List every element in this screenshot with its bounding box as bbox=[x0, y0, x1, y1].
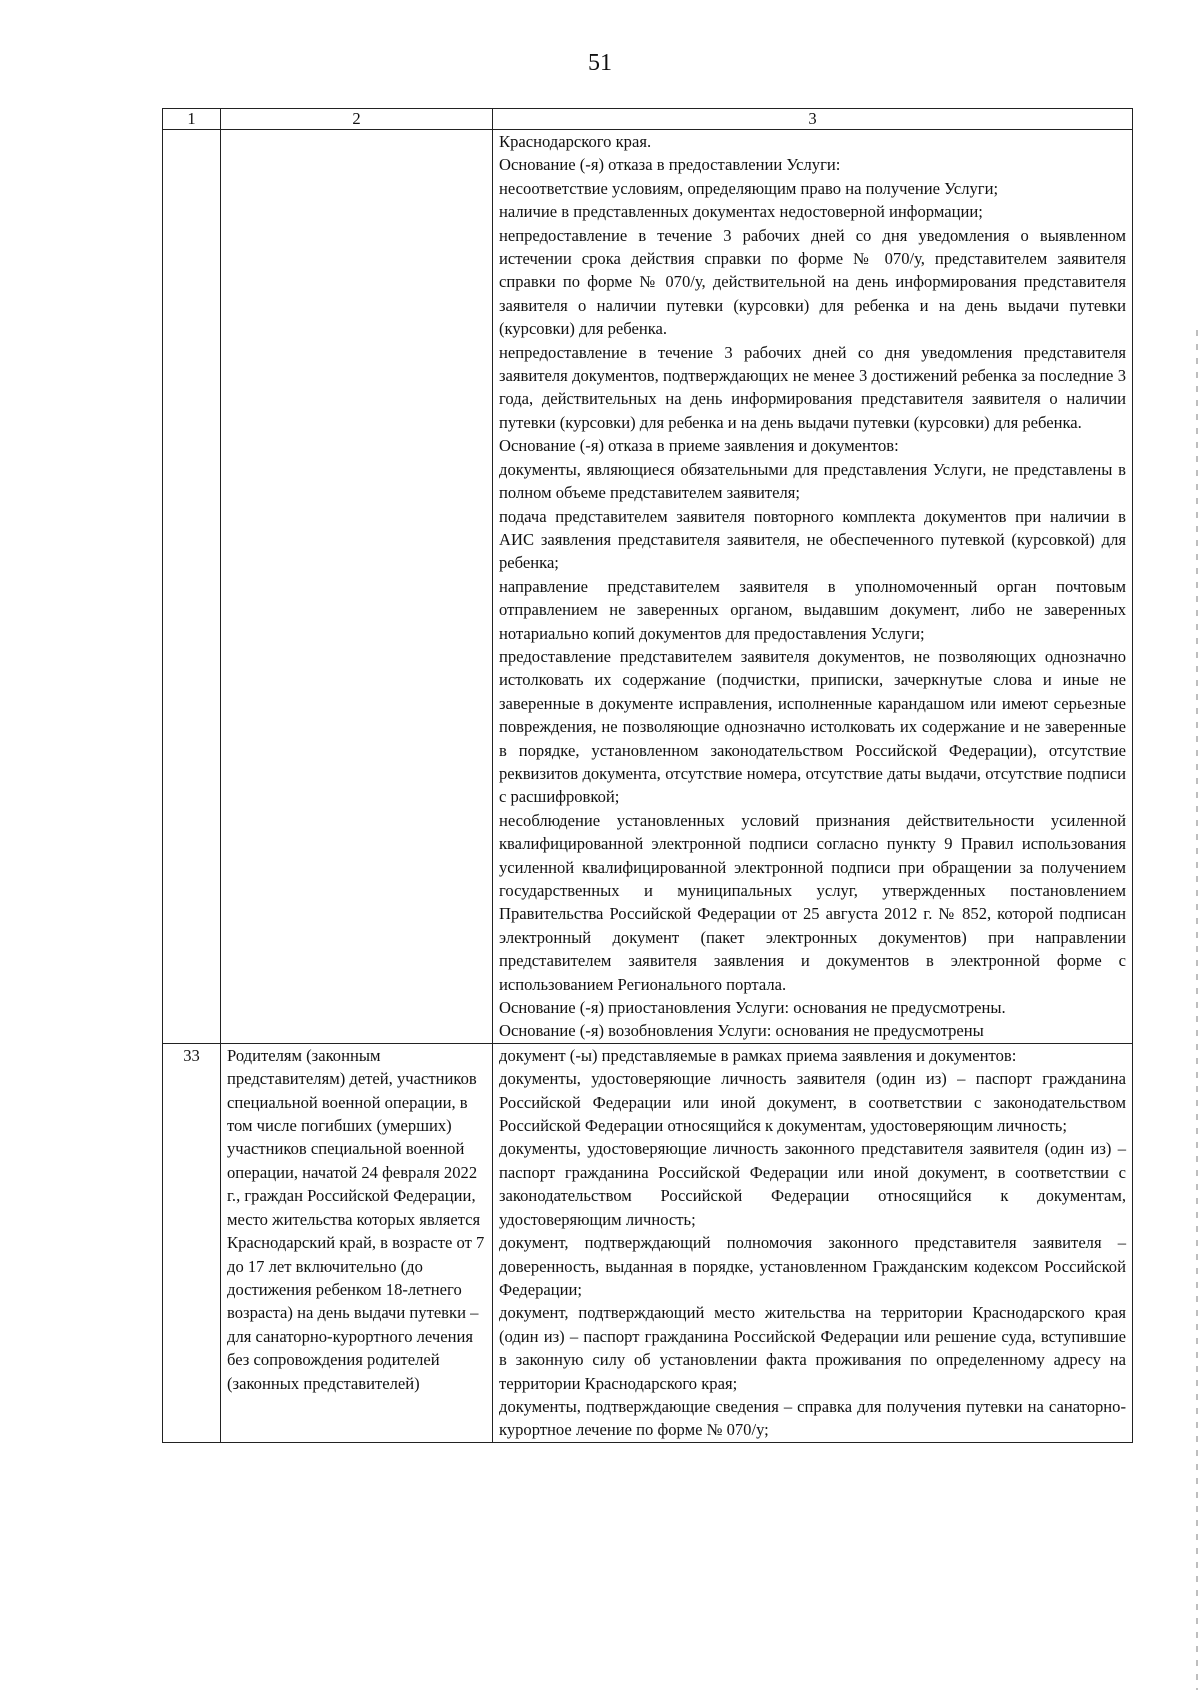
header-col-1: 1 bbox=[163, 109, 221, 130]
table-row-33 bbox=[163, 1043, 1133, 1442]
scan-edge-artifact bbox=[1196, 330, 1198, 1690]
content-line: непредоставление в течение 3 рабочих дней со дня уведомления о выявленном истечении срока действия справки по форме № 070/у, представителем заявителя справки по форме № 070/у, действительной на день информирования представителя заявителя о наличии путевки (курсовки) для ребенка и на день выдачи путевки (курсовки) для ребенка. bbox=[499, 225, 1126, 339]
page-number: 51 bbox=[588, 50, 612, 76]
table-row-continued bbox=[163, 130, 1133, 1044]
continued-number-cell bbox=[163, 130, 221, 1044]
continued-description-cell bbox=[221, 130, 493, 1044]
row-number: 33 bbox=[163, 1043, 221, 1442]
content-line: несоблюдение установленных условий признания действительности усиленной квалифицированной электронной подписи согласно пункту 9 Правил использования усиленной квалифицированной электронной подписи при обращении за получением государственных и муниципальных услуг, утвержденных постановлением Правительства Российской Федерации от 25 августа 2012 г. № 852, которой подписан электронный документ (пакет электронных документов) при направлении представителем заявителя заявления и документов в электронной форме с использованием Регионального портала. bbox=[499, 810, 1126, 994]
row-content-cell bbox=[493, 1043, 1133, 1442]
table-header-row bbox=[163, 109, 1133, 130]
content-line: документ, подтверждающий полномочия законного представителя заявителя – доверенность, выданная в порядке, установленном Гражданским кодексом Российской Федерации; bbox=[499, 1233, 1126, 1299]
content-line: Основание (-я) отказа в приеме заявления и документов: bbox=[499, 436, 899, 456]
content-line: документы, подтверждающие сведения – справка для получения путевки на санаторно-курортное лечение по форме № 070/у; bbox=[499, 1396, 1126, 1440]
content-line: документы, удостоверяющие личность законного представителя заявителя (один из) – паспорт гражданина Российской Федерации или иной документ, в соответствии с законодательством Российской Федерации относящийся к документам, удостоверяющим личность; bbox=[499, 1139, 1126, 1229]
content-line: несоответствие условиям, определяющим право на получение Услуги; bbox=[499, 178, 999, 198]
content-line: документ (-ы) представляемые в рамках приема заявления и документов: bbox=[499, 1045, 1017, 1065]
header-col-2: 2 bbox=[221, 109, 493, 130]
content-line: документ, подтверждающий место жительства на территории Краснодарского края (один из) – паспорт гражданина Российской Федерации или решение суда, вступившие в законную силу об установлении факта проживания по определенному адресу на территории Краснодарского края; bbox=[499, 1303, 1126, 1393]
services-table bbox=[162, 108, 1133, 1443]
row-description: Родителям (законным представителям) детей, участников специальной военной операции, в том числе погибших (умерших) участников специальной военной операции, начатой 24 февраля 2022 г., граждан Российской Федерации, место жительства которых является Краснодарский край, в возрасте от 7 до 17 лет включительно (до достижения ребенком 18-летнего возраста) на день выдачи путевки – для санаторно-курортного лечения без сопровождения родителей (законных представителей) bbox=[221, 1043, 493, 1442]
content-line: предоставление представителем заявителя документов, не позволяющих однозначно истолковать их содержание (подчистки, приписки, зачеркнутые слова и иные не заверенные в документе исправления, исполненные карандашом или имеют серьезные повреждения, не позволяющие однозначно истолковать их содержание и не заверенные в порядке, установленном законодательством Российской Федерации), отсутствие реквизитов документа, отсутствие номера, отсутствие даты выдачи, отсутствие подписи с расшифровкой; bbox=[499, 646, 1126, 807]
content-line: Основание (-я) отказа в предоставлении Услуги: bbox=[499, 155, 841, 175]
content-line: направление представителем заявителя в уполномоченный орган почтовым отправлением не заверенных органом, выдавшим документ, либо не заверенных нотариально копий документов для предоставления Услуги; bbox=[499, 576, 1126, 643]
content-line: Основание (-я) приостановления Услуги: основания не предусмотрены. bbox=[499, 998, 1006, 1018]
content-line: документы, удостоверяющие личность заявителя (один из) – паспорт гражданина Российской Федерации или иной документ, в соответствии с законодательством Российской Федерации относящийся к документам, удостоверяющим личность; bbox=[499, 1069, 1126, 1136]
content-line: наличие в представленных документах недостоверной информации; bbox=[499, 202, 983, 222]
content-line: Краснодарского края. bbox=[499, 132, 652, 151]
content-line: документы, являющиеся обязательными для представления Услуги, не представлены в полном объеме представителем заявителя; bbox=[499, 459, 1126, 503]
content-line: Основание (-я) возобновления Услуги: основания не предусмотрены bbox=[499, 1021, 984, 1041]
header-col-3: 3 bbox=[493, 109, 1133, 130]
content-line: подача представителем заявителя повторного комплекта документов при наличии в АИС заявления представителя заявителя, не обеспеченного путевкой (курсовкой) для ребенка; bbox=[499, 506, 1126, 573]
content-line: непредоставление в течение 3 рабочих дней со дня уведомления представителя заявителя документов, подтверждающих не менее 3 достижений ребенка за последние 3 года, действительных на день информирования представителя заявителя о наличии путевки (курсовки) для ребенка и на день выдачи путевки (курсовки) для ребенка. bbox=[499, 342, 1126, 432]
continued-content-cell bbox=[493, 130, 1133, 1044]
